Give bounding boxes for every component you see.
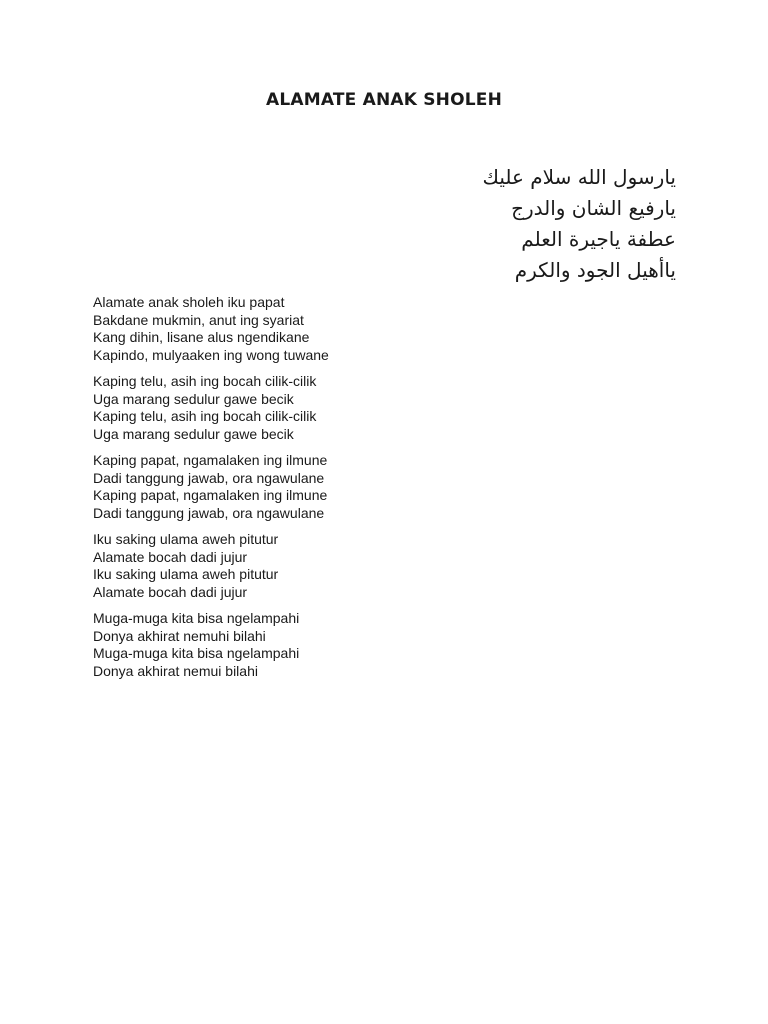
arabic-line: ياأهيل الجود والكرم	[514, 258, 676, 282]
poem-line: Muga-muga kita bisa ngelampahi	[93, 610, 300, 626]
arabic-verse	[276, 162, 676, 286]
poem-line: Donya akhirat nemui bilahi	[93, 662, 258, 679]
arabic-line: عطفة ياجيرة العلم	[521, 227, 676, 251]
poem-line: Kapindo, mulyaaken ing wong tuwane	[93, 346, 329, 363]
poem-line: Iku saking ulama aweh pitutur	[93, 566, 279, 582]
poem-line: Bakdane mukmin, anut ing syariat	[93, 311, 304, 328]
stanza-4	[93, 531, 653, 601]
poem-line: Kang dihin, lisane alus ngendikane	[93, 329, 310, 345]
poem-line: Alamate bocah dadi jujur	[93, 548, 248, 565]
stanza-2	[93, 373, 653, 443]
page-title: ALAMATE ANAK SHOLEH	[265, 90, 503, 110]
stanza-1	[93, 294, 653, 364]
poem-line: Donya akhirat nemuhi bilahi	[93, 627, 266, 644]
stanza-3	[93, 452, 653, 522]
poem-line: Iku saking ulama aweh pitutur	[93, 531, 279, 547]
poem-line: Kaping papat, ngamalaken ing ilmune	[93, 452, 328, 468]
poem-line: Muga-muga kita bisa ngelampahi	[93, 645, 300, 661]
poem-line: Dadi tanggung jawab, ora ngawulane	[93, 504, 325, 521]
stanza-5	[93, 610, 653, 680]
poem-body	[93, 294, 653, 689]
poem-line: Alamate anak sholeh iku papat	[93, 294, 285, 310]
arabic-line: يارسول الله سلام عليك	[482, 165, 676, 189]
arabic-line: يارفيع الشان والدرج	[511, 196, 676, 220]
poem-line: Kaping papat, ngamalaken ing ilmune	[93, 487, 328, 503]
poem-line: Alamate bocah dadi jujur	[93, 583, 248, 600]
poem-line: Uga marang sedulur gawe becik	[93, 390, 294, 407]
poem-line: Uga marang sedulur gawe becik	[93, 425, 294, 442]
poem-line: Kaping telu, asih ing bocah cilik-cilik	[93, 373, 317, 389]
poem-line: Dadi tanggung jawab, ora ngawulane	[93, 469, 325, 486]
poem-line: Kaping telu, asih ing bocah cilik-cilik	[93, 408, 317, 424]
